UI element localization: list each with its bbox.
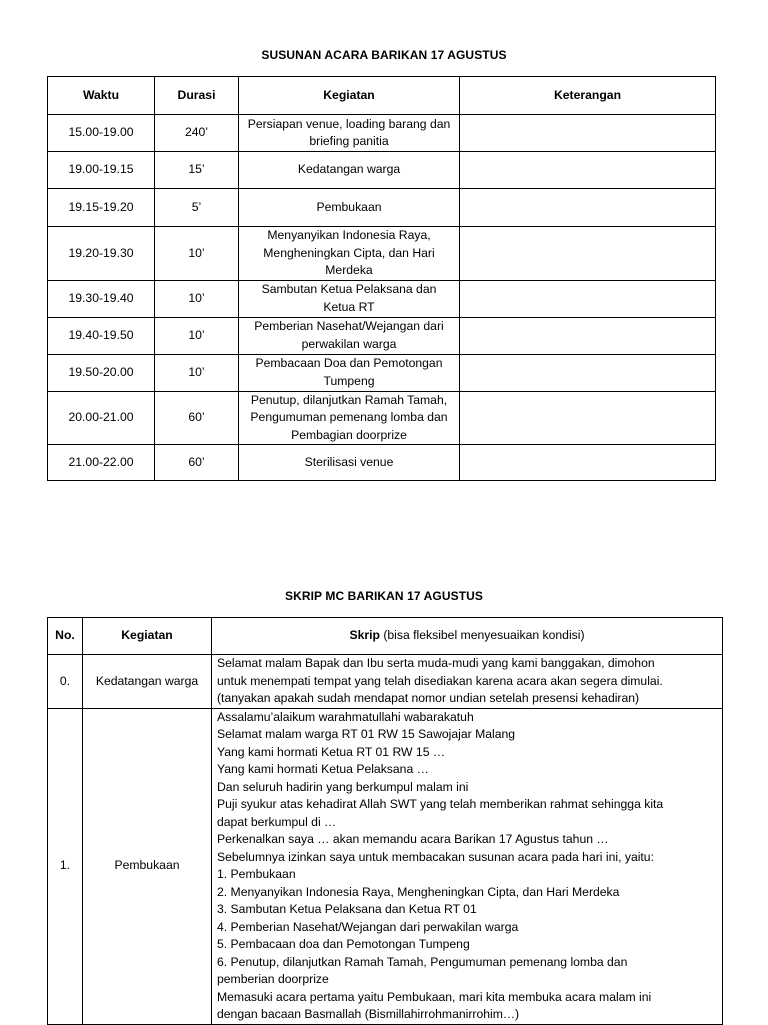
header-skrip-note: (bisa fleksibel menyesuaikan kondisi)	[379, 628, 585, 643]
table-row	[48, 445, 716, 481]
skrip-line: untuk menempati tempat yang telah disediakan karena acara akan segera dimulai.	[217, 673, 663, 688]
header-kegiatan: Kegiatan	[239, 77, 460, 115]
keterangan-cell	[460, 152, 716, 189]
table-row	[48, 354, 716, 391]
skrip-line: Sebelumnya izinkan saya untuk membacakan susunan acara pada hari ini, yaitu:	[217, 849, 654, 864]
skrip-line: Memasuki acara pertama yaitu Pembukaan, mari kita membuka acara malam ini	[217, 989, 652, 1004]
skrip-line: 6. Penutup, dilanjutkan Ramah Tamah, Pengumuman pemenang lomba dan	[217, 954, 628, 969]
kegiatan-cell: Kedatangan warga	[239, 152, 460, 189]
durasi-cell: 10’	[155, 317, 239, 354]
waktu-cell: 19.50-20.00	[48, 354, 155, 391]
waktu-cell: 19.40-19.50	[48, 317, 155, 354]
kegiatan-cell: Kedatangan warga	[83, 655, 212, 709]
table-row	[48, 280, 716, 317]
header-keterangan: Keterangan	[460, 77, 716, 115]
table-row	[48, 655, 723, 709]
table-row	[48, 189, 716, 227]
skrip-line: 4. Pemberian Nasehat/Wejangan dari perwakilan warga	[217, 919, 519, 934]
keterangan-cell	[460, 354, 716, 391]
script-header-row	[48, 618, 723, 655]
durasi-cell: 5’	[155, 189, 239, 227]
header-waktu: Waktu	[48, 77, 155, 115]
header-skrip	[212, 618, 723, 655]
kegiatan-cell: Pembukaan	[83, 708, 212, 1024]
durasi-cell: 10’	[155, 227, 239, 281]
skrip-cell	[212, 655, 723, 709]
kegiatan-cell: Sambutan Ketua Pelaksana dan Ketua RT	[239, 280, 460, 317]
keterangan-cell	[460, 391, 716, 445]
skrip-line: 2. Menyanyikan Indonesia Raya, Mengheningkan Cipta, dan Hari Merdeka	[217, 884, 620, 899]
no-cell: 0.	[48, 655, 83, 709]
durasi-cell: 60’	[155, 391, 239, 445]
table-row	[48, 391, 716, 445]
kegiatan-cell: Persiapan venue, loading barang dan briefing panitia	[239, 115, 460, 152]
durasi-cell: 60’	[155, 445, 239, 481]
kegiatan-cell: Pembukaan	[239, 189, 460, 227]
durasi-cell: 240’	[155, 115, 239, 152]
skrip-line: Selamat malam Bapak dan Ibu serta muda-mudi yang kami banggakan, dimohon	[217, 656, 655, 670]
skrip-line: dengan bacaan Basmallah (Bismillahirrohmanirrohim…)	[217, 1007, 520, 1021]
skrip-line: Yang kami hormati Ketua Pelaksana …	[217, 762, 429, 776]
skrip-line: Perkenalkan saya … akan memandu acara Barikan 17 Agustus tahun …	[217, 832, 609, 846]
skrip-cell	[212, 708, 723, 1024]
skrip-line: dapat berkumpul di …	[217, 814, 337, 829]
waktu-cell: 19.00-19.15	[48, 152, 155, 189]
table-row	[48, 317, 716, 354]
kegiatan-cell: Menyanyikan Indonesia Raya, Mengheningkan Cipta, dan Hari Merdeka	[239, 227, 460, 281]
kegiatan-cell: Pemberian Nasehat/Wejangan dari perwakilan warga	[239, 317, 460, 354]
table-row	[48, 115, 716, 152]
skrip-line: Assalamu’alaikum warahmatullahi wabarakatuh	[217, 709, 474, 724]
no-cell: 1.	[48, 708, 83, 1024]
skrip-line: pemberian doorprize	[217, 972, 329, 986]
table-row	[48, 708, 723, 1024]
keterangan-cell	[460, 115, 716, 152]
durasi-cell: 10’	[155, 280, 239, 317]
schedule-header-row	[48, 77, 716, 115]
kegiatan-cell: Penutup, dilanjutkan Ramah Tamah, Pengumuman pemenang lomba dan Pembagian doorprize	[239, 391, 460, 445]
script-table	[47, 617, 723, 1025]
keterangan-cell	[460, 189, 716, 227]
skrip-line: (tanyakan apakah sudah mendapat nomor undian setelah presensi kehadiran)	[217, 691, 640, 705]
durasi-cell: 10’	[155, 354, 239, 391]
header-skrip-label: Skrip	[349, 628, 380, 643]
table-row	[48, 152, 716, 189]
waktu-cell: 20.00-21.00	[48, 391, 155, 445]
header-durasi: Durasi	[155, 77, 239, 115]
waktu-cell: 19.15-19.20	[48, 189, 155, 227]
keterangan-cell	[460, 280, 716, 317]
header-no: No.	[48, 618, 83, 655]
schedule-title: SUSUNAN ACARA BARIKAN 17 AGUSTUS	[261, 48, 507, 62]
schedule-table	[47, 76, 716, 481]
skrip-line: 5. Pembacaan doa dan Pemotongan Tumpeng	[217, 937, 470, 951]
kegiatan-cell: Pembacaan Doa dan Pemotongan Tumpeng	[239, 354, 460, 391]
keterangan-cell	[460, 317, 716, 354]
waktu-cell: 15.00-19.00	[48, 115, 155, 152]
durasi-cell: 15’	[155, 152, 239, 189]
script-title: SKRIP MC BARIKAN 17 AGUSTUS	[284, 589, 484, 603]
kegiatan-cell: Sterilisasi venue	[239, 445, 460, 481]
skrip-line: 1. Pembukaan	[217, 867, 296, 881]
waktu-cell: 21.00-22.00	[48, 445, 155, 481]
skrip-line: Selamat malam warga RT 01 RW 15 Sawojajar Malang	[217, 727, 516, 741]
skrip-line: Puji syukur atas kehadirat Allah SWT yang telah memberikan rahmat sehingga kita	[217, 797, 664, 811]
waktu-cell: 19.20-19.30	[48, 227, 155, 281]
header-kegiatan: Kegiatan	[83, 618, 212, 655]
table-row	[48, 227, 716, 281]
waktu-cell: 19.30-19.40	[48, 280, 155, 317]
keterangan-cell	[460, 227, 716, 281]
keterangan-cell	[460, 445, 716, 481]
skrip-line: Yang kami hormati Ketua RT 01 RW 15 …	[217, 744, 446, 759]
skrip-line: 3. Sambutan Ketua Pelaksana dan Ketua RT 01	[217, 902, 477, 916]
skrip-line: Dan seluruh hadirin yang berkumpul malam ini	[217, 779, 469, 794]
